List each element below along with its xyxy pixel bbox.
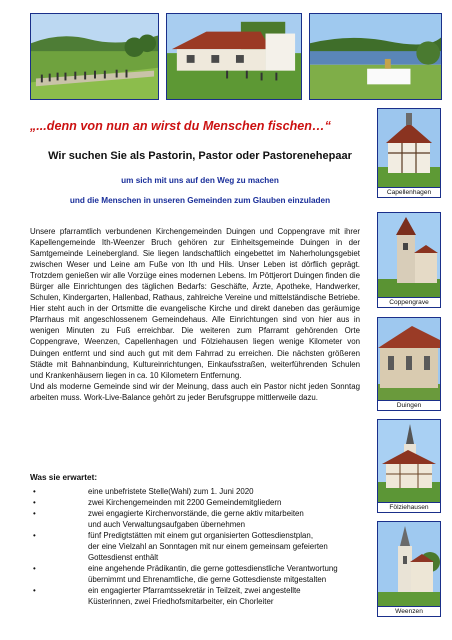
photo-capellenhagen xyxy=(377,108,441,198)
list-item-line: zwei Kirchengemeinden mit 2200 Gemeindemitgliedern xyxy=(88,498,282,508)
photo-lake-altar xyxy=(309,13,442,100)
list-item-line: ein engagierter Pfarramtssekretär in Teilzeit, zwei angestellte xyxy=(88,586,301,596)
body-paragraph-2: Und als moderne Gemeinde sind wir der Meinung, dass auch ein Pastor nicht jeden Sonntag arbeiten muss. Work-Live-Balance gehört zu jeder Berufsgruppe mittlerweile dazu. xyxy=(30,381,360,402)
bullet-icon: • xyxy=(33,586,36,596)
tagline-line-2: und die Menschen in unseren Gemeinden zum Glauben einzuladen xyxy=(69,196,331,205)
photo-foelziehausen xyxy=(377,419,441,513)
list-item-line: übernimmt und Ehrenamtliche, die gerne Gottesdienste mitgestalten xyxy=(88,575,327,585)
list-item xyxy=(30,585,370,607)
expectations-list xyxy=(30,486,370,608)
bullet-icon: • xyxy=(33,531,36,541)
list-item xyxy=(30,508,370,530)
caption-coppengrave: Coppengrave xyxy=(378,297,440,307)
list-item-line: Küsterinnen, zwei Friedhofsmitarbeiter, ein Chorleiter xyxy=(88,597,274,607)
list-item-line: Gottesdienst enthält xyxy=(88,553,159,563)
body-paragraph-1: Unsere pfarramtlich verbundenen Kirchengemeinden Duingen und Coppengrave mit ihrer Kapellengemeinde Ith-Weenzer Bruch gehören zur Einheitsgemeinde Duingen in der Samtgemeinde Leinebergland. Sie liegen landschaftlich eingebettet im Naherholungsgebiet zwischen Weser und Leine am Fuße von Ith und Hils. Unser Leben ist dörflich geprägt. Trotzdem genießen wir alle Vorzüge eines modernen Lebens. Im Pöttjerort Duingen finden die Bürger alle Einrichtungen des täglichen Bedarfs: Geschäfte, Ärzte, Apotheke, Handwerker, Schulen, Kindergarten, Hallenbad, Rathaus, zahlreiche Vereine und mittelständische Betriebe. Hier steht auch in der Ortsmitte die evangelische Kirche und direkt daneben das geräumige Pfarrhaus mit angeschlossenem Gemeindehaus. Alle Einrichtungen sind von hier aus in wenigen Minuten zu Fuß erreichbar. Die weiteren zum Pfarramt gehörenden Orte Coppengrave, Weenzen, Capellenhagen und Fölziehausen liegen wenige Kilometer von Duingen entfernt und sind auch gut mit dem Fahrrad zu erreichen. Die nächsten größeren Städte mit Bahnanbindung, Kultureinrichtungen, Einkaufsstraßen, weiterführenden Schulen und Krankenhäusern liegen in ca. 10 Kilometern Entfernung. xyxy=(30,227,360,380)
list-item-line: fünf Predigtstätten mit einem gut organisierten Gottesdienstplan, xyxy=(88,531,314,541)
caption-capellenhagen: Capellenhagen xyxy=(378,187,440,197)
bullet-icon: • xyxy=(33,564,36,574)
list-item-line: eine angehende Prädikantin, die gerne gottesdienstliche Verantwortung xyxy=(88,564,338,574)
bullet-icon: • xyxy=(33,487,36,496)
photo-hikers xyxy=(30,13,159,100)
expectations-title: Was sie erwartet: xyxy=(30,473,98,482)
body-text xyxy=(30,226,360,403)
list-item xyxy=(30,486,370,497)
subheadline: Wir suchen Sie als Pastorin, Pastor oder Pastorenehepaar xyxy=(48,150,352,162)
headline: „...denn von nun an wirst du Menschen fischen…“ xyxy=(30,119,331,133)
caption-foelziehausen: Fölziehausen xyxy=(378,502,440,512)
list-item xyxy=(30,497,370,508)
photo-weenzen xyxy=(377,521,441,617)
tagline-line-1: um sich mit uns auf den Weg zu machen xyxy=(121,176,279,185)
caption-weenzen: Weenzen xyxy=(378,606,440,616)
photo-coppengrave xyxy=(377,212,441,308)
bullet-icon: • xyxy=(33,498,36,508)
list-item-line: der eine Vielzahl an Sonntagen mit nur einem gemeinsam gefeierten xyxy=(88,542,328,552)
photo-duingen xyxy=(377,317,441,411)
photo-farmhouse xyxy=(166,13,302,100)
list-item-line: und auch Verwaltungsaufgaben übernehmen xyxy=(88,520,246,530)
list-item xyxy=(30,530,370,563)
list-item xyxy=(30,563,370,585)
caption-duingen: Duingen xyxy=(378,400,440,410)
bullet-icon: • xyxy=(33,509,36,519)
list-item-line: eine unbefristete Stelle(Wahl) zum 1. Juni 2020 xyxy=(88,487,254,496)
list-item-line: zwei engagierte Kirchenvorstände, die gerne aktiv mitarbeiten xyxy=(88,509,304,519)
